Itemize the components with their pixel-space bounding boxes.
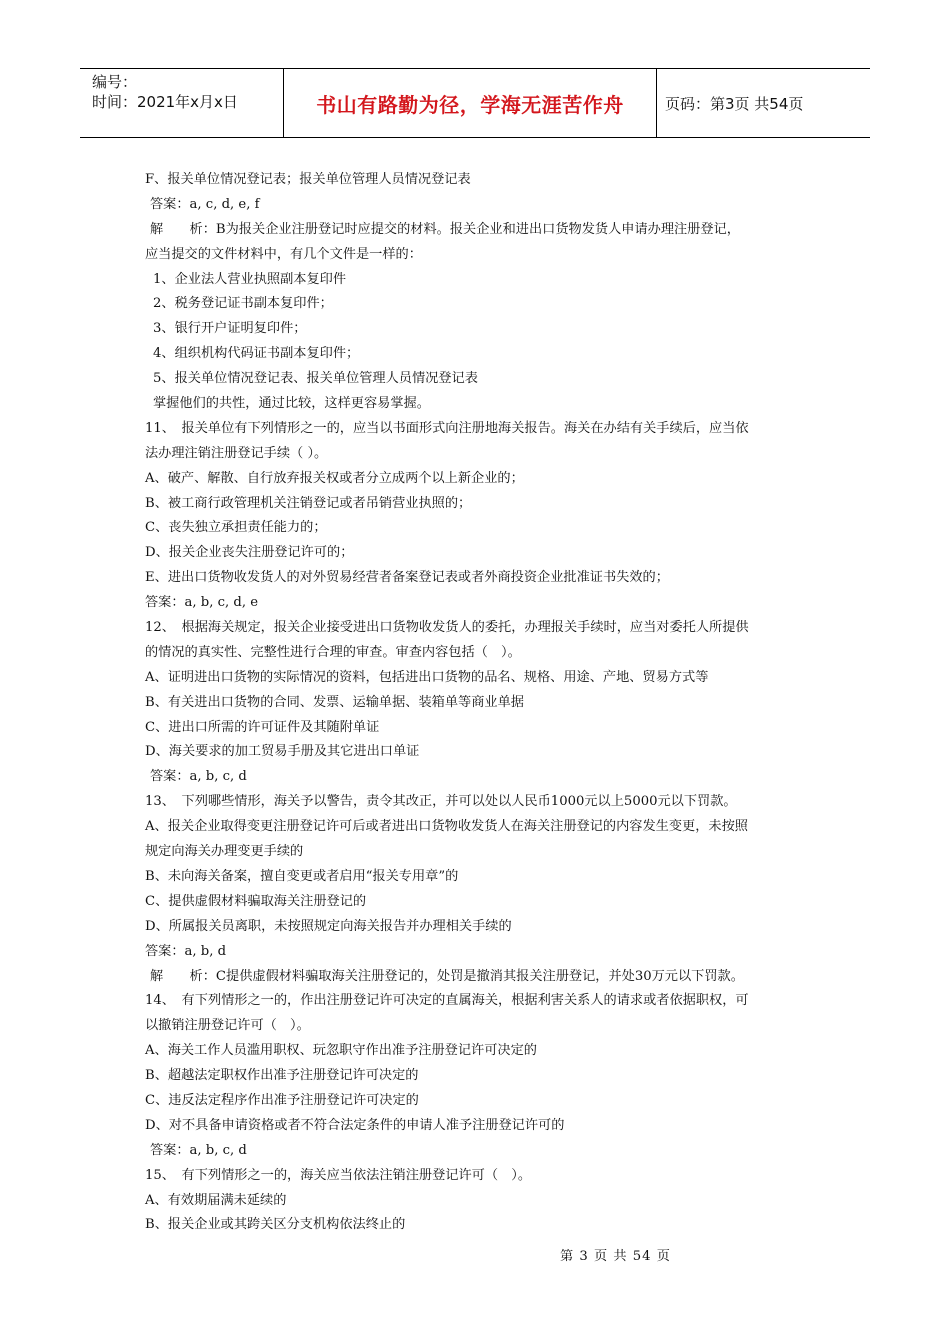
question-line: 以撤销注册登记许可（ ）。 xyxy=(145,1018,310,1034)
text-line: 掌握他们的共性，通过比较，这样更容易掌握。 xyxy=(153,396,430,412)
answer-line: 答案：a, b, d xyxy=(145,943,227,959)
option-line: A、海关工作人员滥用职权、玩忽职守作出准予注册登记许可决定的 xyxy=(145,1043,537,1059)
option-line: B、超越法定职权作出准予注册登记许可决定的 xyxy=(145,1068,419,1084)
list-item: 1、企业法人营业执照副本复印件 xyxy=(153,271,347,287)
question-line: 11、 报关单位有下列情形之一的，应当以书面形式向注册地海关报告。海关在办结有关手续后，应当依 xyxy=(145,420,749,436)
option-line: D、报关企业丧失注册登记许可的； xyxy=(145,545,354,561)
option-line: D、海关要求的加工贸易手册及其它进出口单证 xyxy=(145,744,420,760)
option-line: B、报关企业或其跨关区分支机构依法终止的 xyxy=(145,1217,406,1233)
option-line: B、未向海关备案，擅自变更或者启用“报关专用章”的 xyxy=(145,868,459,884)
analysis-line: 解 析：B为报关企业注册登记时应提交的材料。报关企业和进出口货物发货人申请办理注册登记， xyxy=(150,221,740,237)
question-line: 12、 根据海关规定，报关企业接受进出口货物收发货人的委托，办理报关手续时，应当对委托人所提供 xyxy=(145,620,749,636)
answer-line: 答案：a, b, c, d xyxy=(150,1142,247,1158)
answer-line: 答案：a, b, c, d xyxy=(150,769,247,785)
option-line: B、有关进出口货物的合同、发票、运输单据、装箱单等商业单据 xyxy=(145,694,524,710)
document-time-label: 时间：2021年x月x日 xyxy=(92,93,238,111)
option-line: B、被工商行政管理机关注销登记或者吊销营业执照的； xyxy=(145,495,472,511)
option-line: C、丧失独立承担责任能力的； xyxy=(145,520,327,536)
page-footer: 第 3 页 共 54 页 xyxy=(560,1249,671,1264)
answer-line: 答案：a, b, c, d, e xyxy=(145,595,259,611)
question-line: 14、 有下列情形之一的，作出注册登记许可决定的直属海关，根据利害关系人的请求或者依据职权，可 xyxy=(145,993,749,1009)
option-line: A、破产、解散、自行放弃报关权或者分立成两个以上新企业的； xyxy=(145,470,524,486)
question-line: 13、 下列哪些情形，海关予以警告，责令其改正，并可以处以人民币1000元以上5000元以下罚款。 xyxy=(145,794,737,810)
question-line: 法办理注销注册登记手续（ ）。 xyxy=(145,445,328,461)
option-line: D、所属报关员离职，未按照规定向海关报告并办理相关手续的 xyxy=(145,918,512,934)
list-item: 3、银行开户证明复印件； xyxy=(153,321,307,337)
text-line: F、报关单位情况登记表；报关单位管理人员情况登记表 xyxy=(145,172,471,187)
answer-line: 答案：a, c, d, e, f xyxy=(150,196,260,212)
analysis-line: 解 析：C提供虚假材料骗取海关注册登记的，处罚是撤消其报关注册登记，并处30万元以下罚款。 xyxy=(150,968,744,984)
option-line: C、违反法定程序作出准予注册登记许可决定的 xyxy=(145,1092,419,1108)
list-item: 4、组织机构代码证书副本复印件； xyxy=(153,346,360,362)
list-item: 5、报关单位情况登记表、报关单位管理人员情况登记表 xyxy=(153,371,478,387)
option-line: A、有效期届满未延续的 xyxy=(145,1192,287,1208)
option-line: 规定向海关办理变更手续的 xyxy=(145,844,304,860)
question-line: 的情况的真实性、完整性进行合理的审查。审查内容包括（ ）。 xyxy=(145,644,521,660)
option-line: D、对不具备申请资格或者不符合法定条件的申请人准予注册登记许可的 xyxy=(145,1117,565,1133)
question-line: 15、 有下列情形之一的，海关应当依法注销注册登记许可（ ）。 xyxy=(145,1167,532,1183)
list-item: 2、税务登记证书副本复印件； xyxy=(153,296,333,312)
option-line: C、提供虚假材料骗取海关注册登记的 xyxy=(145,893,367,909)
header-meta xyxy=(80,69,283,137)
header-page-number: 页码：第3页 共54页 xyxy=(665,94,804,113)
text-line: 应当提交的文件材料中，有几个文件是一样的： xyxy=(145,246,422,262)
page-header xyxy=(80,68,870,138)
option-line: E、进出口货物收发货人的对外贸易经营者备案登记表或者外商投资企业批准证书失效的； xyxy=(145,570,669,586)
option-line: A、报关企业取得变更注册登记许可后或者进出口货物收发货人在海关注册登记的内容发生变更，未按照 xyxy=(145,819,748,835)
header-motto: 书山有路勤为径，学海无涯苦作舟 xyxy=(283,69,657,137)
option-line: C、进出口所需的许可证件及其随附单证 xyxy=(145,719,380,735)
document-number-label: 编号： xyxy=(92,73,138,91)
document-body xyxy=(145,168,815,1238)
option-line: A、证明进出口货物的实际情况的资料，包括进出口货物的品名、规格、用途、产地、贸易方式等 xyxy=(145,669,709,685)
